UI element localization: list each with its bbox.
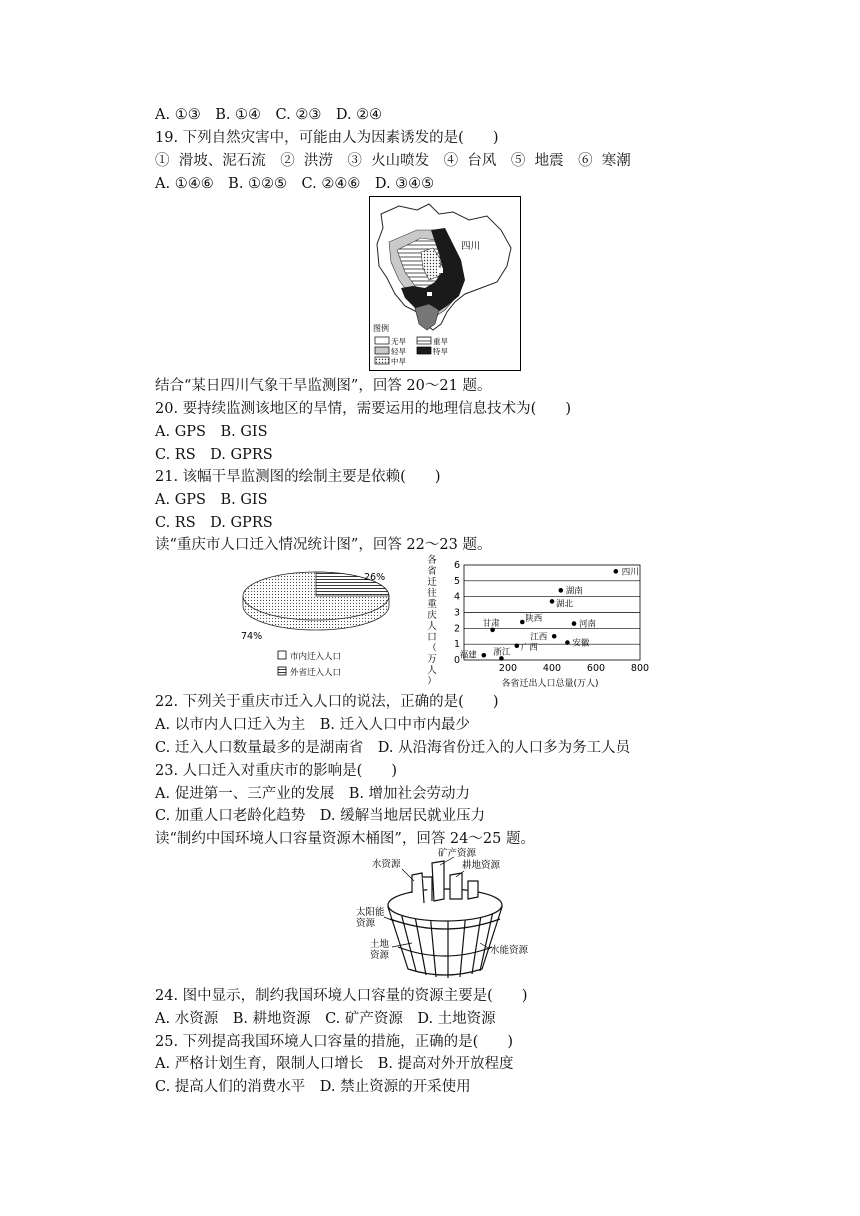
stave-right: [468, 881, 478, 899]
point-江西: [552, 634, 557, 639]
options-q18: A. ①③ B. ①④ C. ②③ D. ②④: [155, 107, 383, 123]
point-label-广西: 广西: [520, 642, 538, 653]
label-mineral: 矿产资源: [438, 848, 477, 859]
intro-q20-21: 结合“某日四川气象干旱监测图”，回答 20～21 题。: [155, 378, 492, 394]
y-tick-1: 1: [453, 639, 460, 651]
y-tick-3: 3: [453, 607, 460, 619]
point-湖南: [559, 588, 564, 593]
options-q20-b: C. RS D. GPRS: [155, 447, 273, 463]
point-湖北: [550, 599, 555, 604]
options-q22-a: A. 以市内人口迁入为主 B. 迁入人口中市内最少: [155, 717, 471, 733]
question-25: 25. 下列提高我国环境人口容量的措施，正确的是( ): [155, 1034, 513, 1050]
drought-map: [369, 196, 521, 371]
point-安徽: [565, 640, 570, 645]
legend-moderate: 中旱: [391, 357, 406, 366]
migration-scatter: [420, 553, 652, 693]
point-广西: [515, 643, 520, 648]
point-label-江西: 江西: [530, 632, 548, 643]
point-四川: [614, 569, 619, 574]
options-q21-b: C. RS D. GPRS: [155, 515, 273, 531]
pie-legend-internal: 市内迁入人口: [290, 652, 342, 662]
question-22: 22. 下列关于重庆市迁入人口的说法，正确的是( ): [155, 694, 499, 710]
options-q19: A. ①④⑥ B. ①②⑤ C. ②④⑥ D. ③④⑤: [155, 176, 435, 192]
point-label-湖南: 湖南: [565, 586, 583, 597]
items-q19: ① 滑坡、泥石流 ② 洪涝 ③ 火山喷发 ④ 台风 ⑤ 地震 ⑥ 寒潮: [155, 153, 631, 169]
x-tick-400: 400: [542, 663, 562, 674]
intro-q22-23: 读“重庆市人口迁入情况统计图”，回答 22～23 题。: [155, 537, 492, 553]
pie-label-26: 26%: [364, 572, 386, 583]
point-河南: [572, 621, 577, 626]
point-label-浙江: 浙江: [493, 647, 511, 658]
question-23: 23. 人口迁入对重庆市的影响是( ): [155, 763, 397, 779]
x-tick-800: 800: [630, 663, 650, 674]
options-q22-b: C. 迁入人口数量最多的是湖南省 D. 从沿海省份迁入的人口多为务工人员: [155, 740, 631, 756]
point-label-陕西: 陕西: [525, 614, 543, 624]
svg-text:各省迁往重庆人口（万人）: 各省迁往重庆人口（万人）: [427, 555, 437, 687]
label-arable: 耕地资源: [462, 860, 501, 871]
legend-heavy: 重旱: [433, 337, 448, 346]
migration-pie: [238, 563, 398, 685]
region-label: 四川: [461, 241, 481, 252]
y-tick-5: 5: [453, 575, 460, 587]
options-q21-a: A. GPS B. GIS: [155, 492, 268, 508]
intro-q24-25: 读“制约中国环境人口容量资源木桶图”，回答 24～25 题。: [155, 831, 535, 847]
options-q24: A. 水资源 B. 耕地资源 C. 矿产资源 D. 土地资源: [155, 1011, 496, 1027]
question-19: 19. 下列自然灾害中，可能由人为因素诱发的是( ): [155, 130, 499, 146]
label-hydro: 水能资源: [490, 945, 529, 956]
point-label-甘肃: 甘肃: [482, 618, 500, 629]
legend-title: 图例: [373, 324, 389, 333]
options-q20-a: A. GPS B. GIS: [155, 424, 268, 440]
point-label-福建: 福建: [459, 650, 477, 661]
options-q25-b: C. 提高人们的消费水平 D. 禁止资源的开采使用: [155, 1079, 471, 1095]
point-福建: [482, 653, 487, 658]
label-water: 水资源: [372, 859, 401, 870]
y-tick-2: 2: [453, 623, 460, 635]
legend-none: 无旱: [391, 337, 406, 346]
x-axis-label: 各省迁出人口总量(万人): [501, 679, 599, 689]
legend-light: 轻旱: [391, 347, 406, 356]
y-axis-label: [427, 554, 437, 687]
y-tick-6: 6: [453, 560, 460, 571]
label-solar: 太阳能资源: [356, 907, 385, 929]
question-21: 21. 该幅干旱监测图的绘制主要是依赖( ): [155, 469, 441, 485]
options-q25-a: A. 严格计划生育，限制人口增长 B. 提高对外开放程度: [155, 1056, 514, 1072]
question-20: 20. 要持续监测该地区的旱情，需要运用的地理信息技术为( ): [155, 401, 571, 417]
x-tick-600: 600: [586, 663, 606, 674]
point-label-河南: 河南: [579, 619, 597, 630]
point-陕西: [520, 620, 525, 625]
label-land: 土地资源: [370, 939, 390, 961]
question-24: 24. 图中显示，制约我国环境人口容量的资源主要是( ): [155, 988, 528, 1004]
y-tick-4: 4: [453, 591, 460, 603]
pie-legend-external: 外省迁入人口: [290, 668, 342, 678]
options-q23-a: A. 促进第一、三产业的发展 B. 增加社会劳动力: [155, 786, 471, 802]
stave-mineral: [432, 861, 444, 901]
x-tick-200: 200: [498, 663, 518, 674]
legend-extreme: 特旱: [433, 347, 448, 356]
point-label-湖北: 湖北: [556, 599, 574, 610]
y-tick-0: 0: [453, 655, 460, 666]
point-label-安徽: 安徽: [572, 638, 590, 649]
resource-bucket: [350, 847, 540, 982]
options-q23-b: C. 加重人口老龄化趋势 D. 缓解当地居民就业压力: [155, 808, 486, 824]
point-label-四川: 四川: [621, 567, 639, 578]
pie-label-74: 74%: [241, 631, 263, 642]
